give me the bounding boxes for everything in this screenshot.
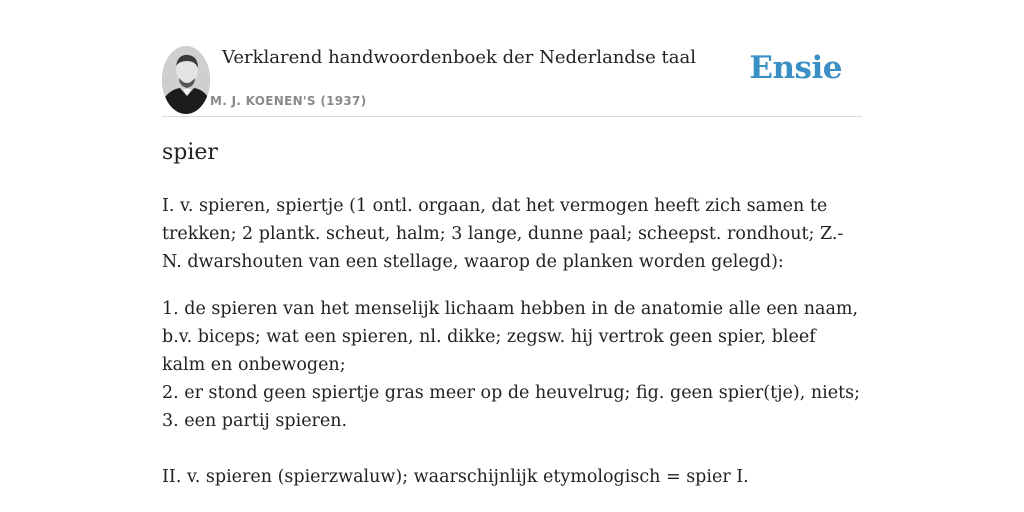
entry-examples bbox=[162, 295, 862, 435]
entry-second-sense: II. v. spieren (spierzwaluw); waarschijnlijk etymologisch = spier I. bbox=[162, 467, 749, 487]
example-item: 1. de spieren van het menselijk lichaam hebben in de anatomie alle een naam, b.v. biceps; wat een spieren, nl. dikke; zegsw. hij vertrok geen spier, bleef kalm en onbewogen; bbox=[162, 299, 859, 375]
entry-intro: I. v. spieren, spiertje (1 ontl. orgaan, dat het vermogen heeft zich samen te trekken; 2 plantk. scheut, halm; 3 lange, dunne paal; scheepst. rondhout; Z.-N. dwarshouten van een stellage, waarop de planken worden gelegd): bbox=[162, 196, 844, 272]
dictionary-title: Verklarend handwoordenboek der Nederlandse taal bbox=[222, 47, 696, 68]
dictionary-header bbox=[162, 44, 862, 117]
ensie-logo-link[interactable]: Ensie bbox=[749, 50, 842, 86]
author-portrait-icon bbox=[162, 46, 210, 114]
entry-headword: spier bbox=[162, 140, 218, 165]
example-item: 3. een partij spieren. bbox=[162, 411, 348, 431]
example-item: 2. er stond geen spiertje gras meer op de heuvelrug; fig. geen spier(tje), niets; bbox=[162, 383, 860, 403]
dictionary-author: M. J. KOENEN'S (1937) bbox=[210, 94, 367, 108]
entry-content bbox=[162, 192, 862, 491]
